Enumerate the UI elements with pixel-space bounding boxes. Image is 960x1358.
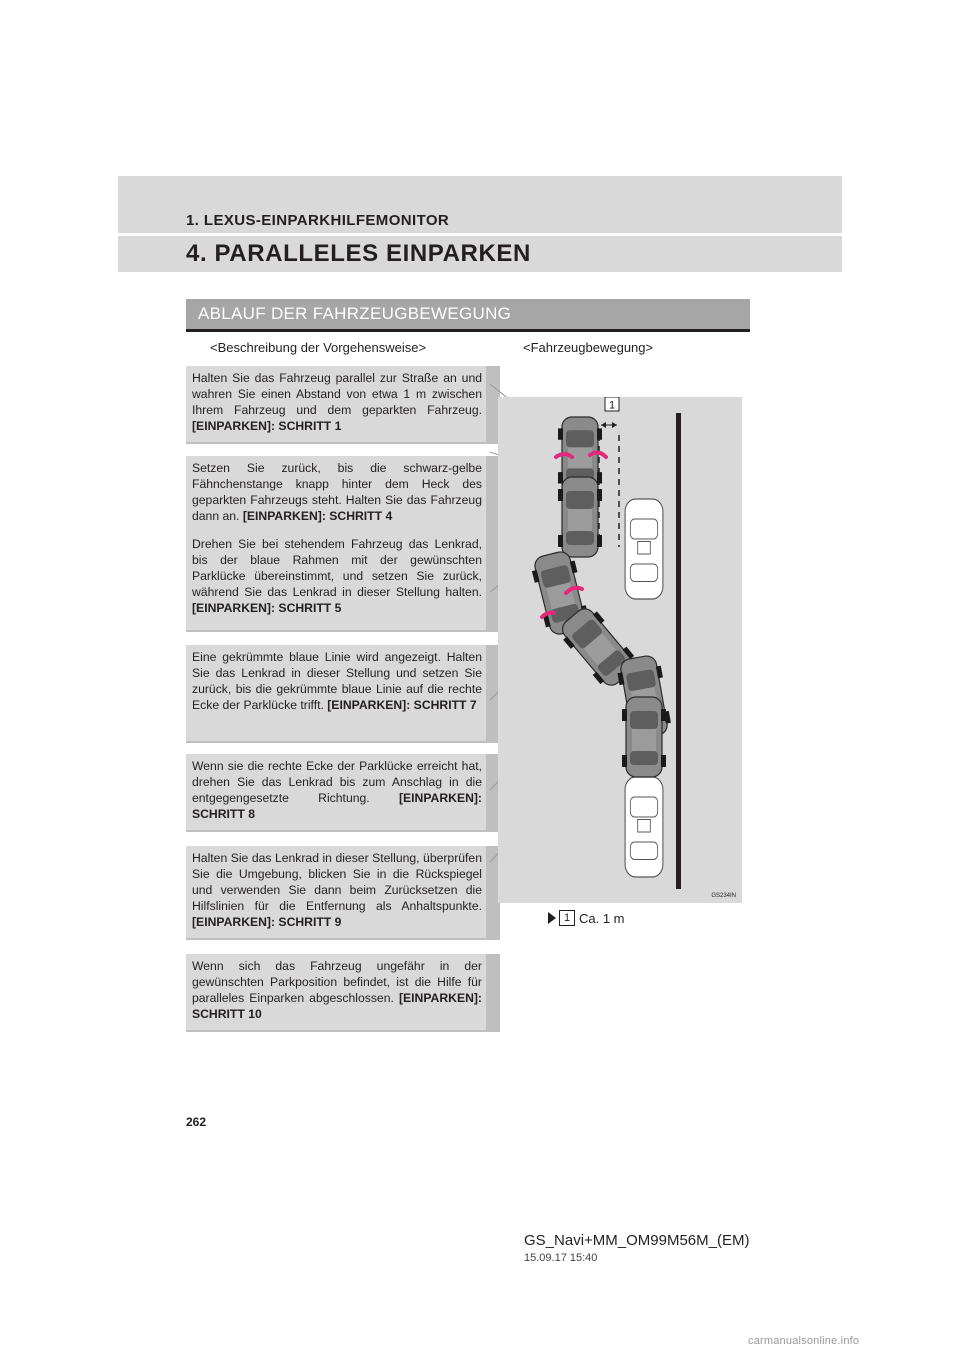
document-code: GS_Navi+MM_OM99M56M_(EM) (524, 1232, 750, 1249)
step-reference: [EINPARKEN]: SCHRITT 9 (192, 915, 342, 929)
triangle-bullet-icon (548, 912, 556, 924)
step-text: Wenn sie die rechte Ecke der Parklücke erreicht hat, drehen Sie das Lenkrad bis zum Anschlag in die entgegengesetzte Richtung. (192, 759, 482, 805)
watermark: carmanualsonline.info (748, 1335, 860, 1347)
column-label-left: <Beschreibung der Vorgehensweise> (210, 340, 427, 355)
step-box-4 (186, 754, 500, 832)
legend-text: Ca. 1 m (579, 910, 625, 926)
section-heading-text: ABLAUF DER FAHRZEUGBEWEGUNG (198, 304, 512, 323)
step-text: Wenn sich das Fahrzeug ungefähr in der gewünschten Parkposition befindet, ist die Hilfe für paralleles Einparken abgeschlossen. (192, 959, 482, 1005)
column-label-right: <Fahrzeugbewegung> (523, 340, 654, 355)
chapter-title: 1. LEXUS-EINPARKHILFEMONITOR (186, 212, 450, 229)
step-box-2 (186, 456, 500, 632)
figure-legend (548, 910, 625, 926)
step-box-1 (186, 366, 500, 444)
step-box-6 (186, 954, 500, 1032)
svg-text:1: 1 (608, 399, 616, 412)
curb-line (676, 413, 681, 889)
step-reference: [EINPARKEN]: SCHRITT 5 (192, 601, 342, 615)
step-text: Setzen Sie zurück, bis die schwarz-gelbe Fähnchenstange knapp hinter dem Heck des geparkten Fahrzeugs steht. Halten Sie das Fahrzeug dann an. (192, 461, 482, 523)
step-box-3 (186, 645, 500, 743)
step-text: Halten Sie das Lenkrad in dieser Stellung, überprüfen Sie die Umgebung, blicken Sie in die Rückspiegel und verwenden Sie dann beim Zurücksetzen die Hilfslinien für die Entfernung als Anhaltspunkte. (192, 851, 482, 913)
parking-diagram (498, 397, 742, 903)
step-reference: [EINPARKEN]: SCHRITT 7 (327, 698, 477, 712)
svg-text:GS234IN: GS234IN (711, 893, 736, 899)
section-heading (186, 299, 750, 332)
step-box-5 (186, 846, 500, 940)
document-date: 15.09.17 15:40 (524, 1252, 598, 1264)
step-reference: [EINPARKEN]: SCHRITT 8 (192, 791, 482, 821)
legend-marker: 1 (559, 910, 575, 926)
step-reference: [EINPARKEN]: SCHRITT 10 (192, 991, 482, 1021)
step-text: Drehen Sie bei stehendem Fahrzeug das Lenkrad, bis der blaue Rahmen mit der gewünschten Parklücke übereinstimmt, und setzen Sie zurück, während Sie das Lenkrad in dieser Stellung halten. (192, 537, 482, 599)
step-text: Halten Sie das Fahrzeug parallel zur Straße an und wahren Sie einen Abstand von etwa 1 m zwischen Ihrem Fahrzeug und dem geparkten Fahrzeug. (192, 371, 482, 417)
step-text: Eine gekrümmte blaue Linie wird angezeigt. Halten Sie das Lenkrad in dieser Stellung und setzen Sie zurück, bis die gekrümmte blaue Linie auf die rechte Ecke der Parklücke trifft. (192, 650, 482, 712)
step-reference: [EINPARKEN]: SCHRITT 4 (242, 509, 393, 523)
page-number: 262 (186, 1115, 207, 1129)
page-title: 4. PARALLELES EINPARKEN (186, 240, 531, 267)
step-reference: [EINPARKEN]: SCHRITT 1 (192, 419, 342, 433)
header-divider (118, 233, 842, 236)
